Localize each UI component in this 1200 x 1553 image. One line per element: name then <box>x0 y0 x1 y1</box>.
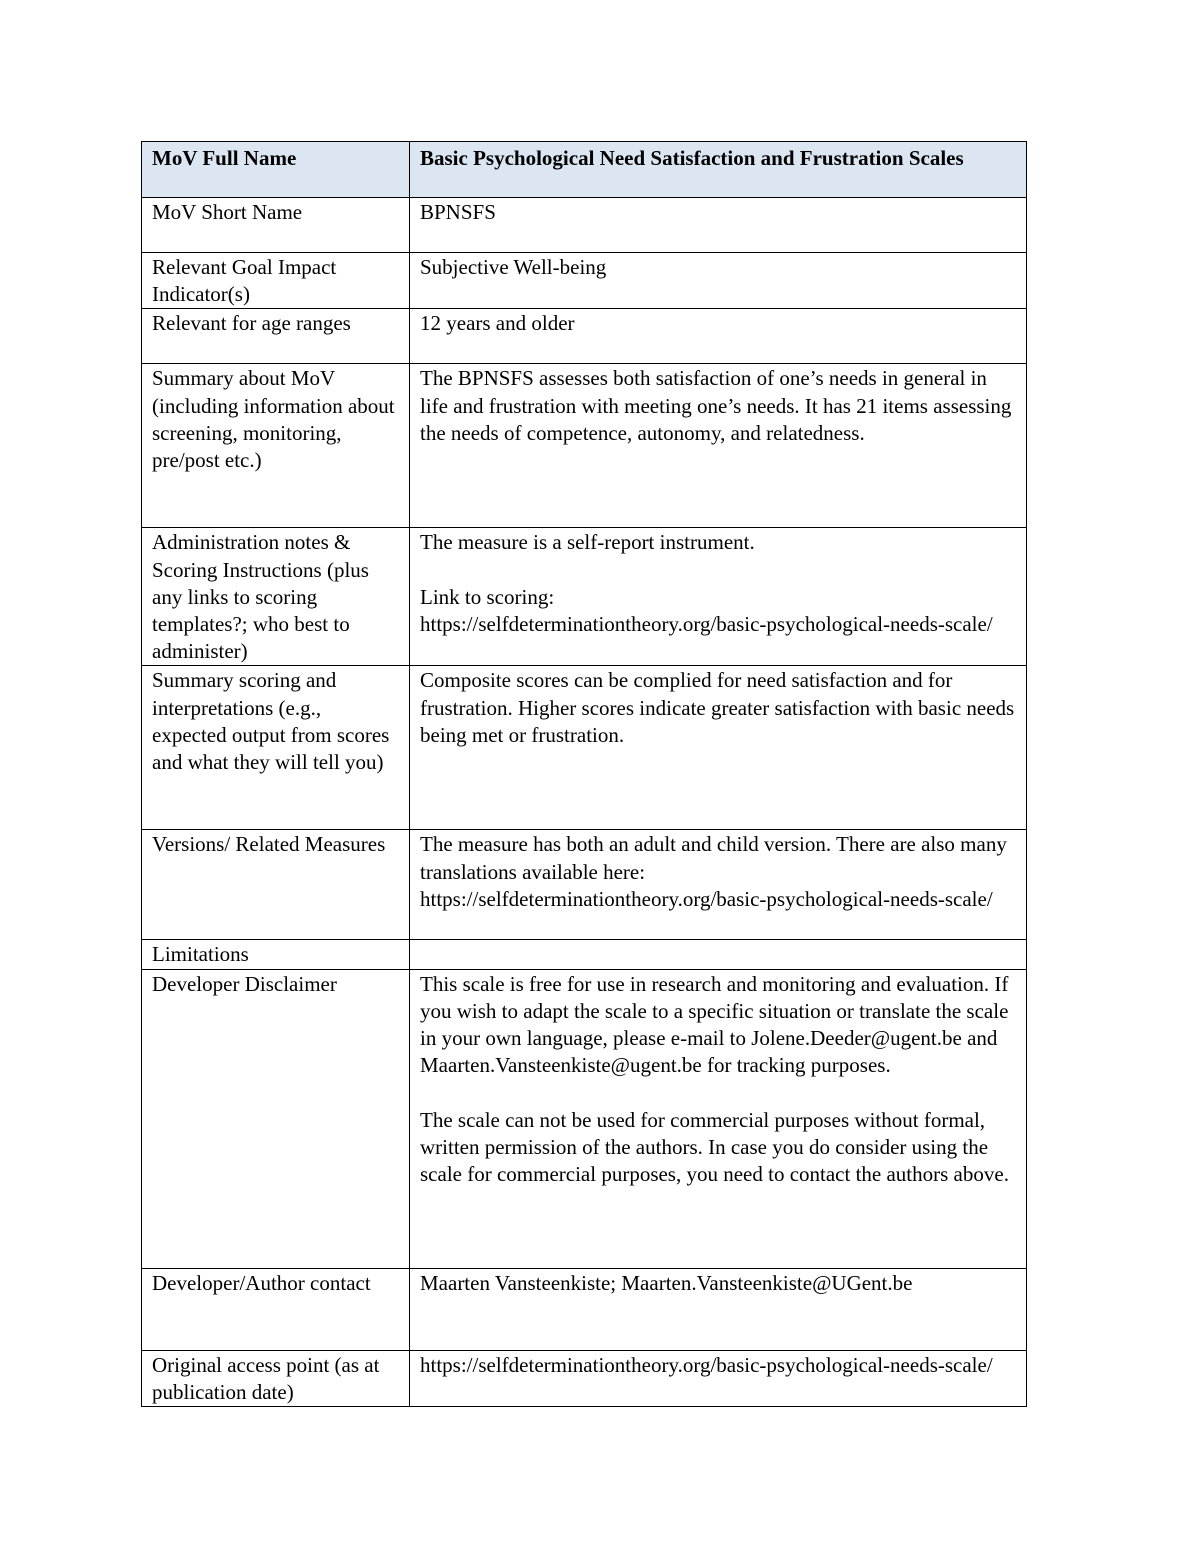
row-label: Administration notes & Scoring Instructions (plus any links to scoring templates?; who best to administer) <box>152 530 369 664</box>
header-label-cell <box>142 142 410 198</box>
row-label: Relevant Goal Impact Indicator(s) <box>152 255 337 307</box>
table-row-scoring-interpretation <box>142 666 1027 830</box>
table-row-administration <box>142 528 1027 666</box>
row-value-cell <box>410 198 1027 253</box>
row-value: 12 years and older <box>420 311 575 336</box>
header-label: MoV Full Name <box>152 146 297 170</box>
row-value-cell <box>410 830 1027 940</box>
mov-info-table <box>141 141 1027 1407</box>
row-value-cell <box>410 969 1027 1268</box>
table-row-limitations <box>142 940 1027 969</box>
row-value-cell <box>410 1350 1027 1406</box>
row-label: Original access point (as at publication date) <box>152 1352 380 1404</box>
row-label-cell <box>142 830 410 940</box>
access-link[interactable]: https://selfdeterminationtheory.org/basic-psychological-needs-scale/ <box>420 1352 993 1377</box>
row-label: Developer/Author contact <box>152 1270 371 1295</box>
row-value-paragraph: The scale can not be used for commercial purposes without formal, written permission of the authors. In case you do consider using the scale for commercial purposes, you need to contact the authors above. <box>420 1107 1009 1187</box>
table-row-goal-impact <box>142 253 1027 309</box>
row-value-cell <box>410 528 1027 666</box>
row-label-cell <box>142 969 410 1268</box>
row-value: BPNSFS <box>420 200 496 224</box>
row-label: MoV Short Name <box>152 200 303 224</box>
row-value-paragraph: The measure is a self-report instrument. <box>420 530 755 555</box>
row-label-cell <box>142 666 410 830</box>
table-header-row <box>142 142 1027 198</box>
row-label-cell <box>142 198 410 253</box>
row-value-paragraph: This scale is free for use in research and monitoring and evaluation. If you wish to adapt the scale to a specific situation or translate the scale in your own language, please e-mail to Jolene.Deeder@ugent.be and Maarten.Vansteenkiste@ugent.be for tracking purposes. <box>420 971 1009 1078</box>
row-label: Versions/ Related Measures <box>152 832 386 857</box>
paragraph-gap <box>420 1079 1016 1106</box>
table-row-author-contact <box>142 1268 1027 1350</box>
table-row-short-name <box>142 198 1027 253</box>
table-row-age-ranges <box>142 309 1027 364</box>
row-label-cell <box>142 364 410 528</box>
row-value: Subjective Well-being <box>420 255 607 279</box>
header-value-cell <box>410 142 1027 198</box>
row-label: Developer Disclaimer <box>152 971 337 996</box>
row-value-cell <box>410 1268 1027 1350</box>
row-label: Relevant for age ranges <box>152 311 351 336</box>
row-label: Summary scoring and interpretations (e.g., expected output from scores and what they will tell you) <box>152 668 390 775</box>
row-value: The measure has both an adult and child version. There are also many translations available here: <box>420 832 1007 884</box>
row-label-cell <box>142 1350 410 1406</box>
row-label-cell <box>142 253 410 309</box>
row-value: The BPNSFS assesses both satisfaction of one’s needs in general in life and frustration with meeting one’s needs. It has 21 items assessing the needs of competence, autonomy, and relatedness. <box>420 366 1012 445</box>
row-value-cell <box>410 940 1027 969</box>
row-label-cell <box>142 528 410 666</box>
row-value-cell <box>410 309 1027 364</box>
row-value-cell <box>410 253 1027 309</box>
paragraph-gap <box>420 557 1016 584</box>
row-value-cell <box>410 666 1027 830</box>
table-row-summary <box>142 364 1027 528</box>
table-row-versions <box>142 830 1027 940</box>
row-value-cell <box>410 364 1027 528</box>
header-value: Basic Psychological Need Satisfaction and Frustration Scales <box>420 146 964 170</box>
row-label-cell <box>142 940 410 969</box>
row-label-cell <box>142 1268 410 1350</box>
row-value: Composite scores can be complied for need satisfaction and for frustration. Higher scores indicate greater satisfaction with basic needs being met or frustration. <box>420 668 1015 747</box>
scoring-link[interactable]: https://selfdeterminationtheory.org/basic-psychological-needs-scale/ <box>420 612 993 636</box>
row-value: Maarten Vansteenkiste; Maarten.Vansteenkiste@UGent.be <box>420 1270 913 1295</box>
translations-link[interactable]: https://selfdeterminationtheory.org/basic-psychological-needs-scale/ <box>420 886 993 911</box>
row-label: Summary about MoV (including information about screening, monitoring, pre/post etc.) <box>152 366 395 473</box>
table-row-disclaimer <box>142 969 1027 1268</box>
row-label: Limitations <box>152 942 249 967</box>
table-row-access-point <box>142 1350 1027 1406</box>
row-value-paragraph: Link to scoring: <box>420 584 555 609</box>
row-label-cell <box>142 309 410 364</box>
